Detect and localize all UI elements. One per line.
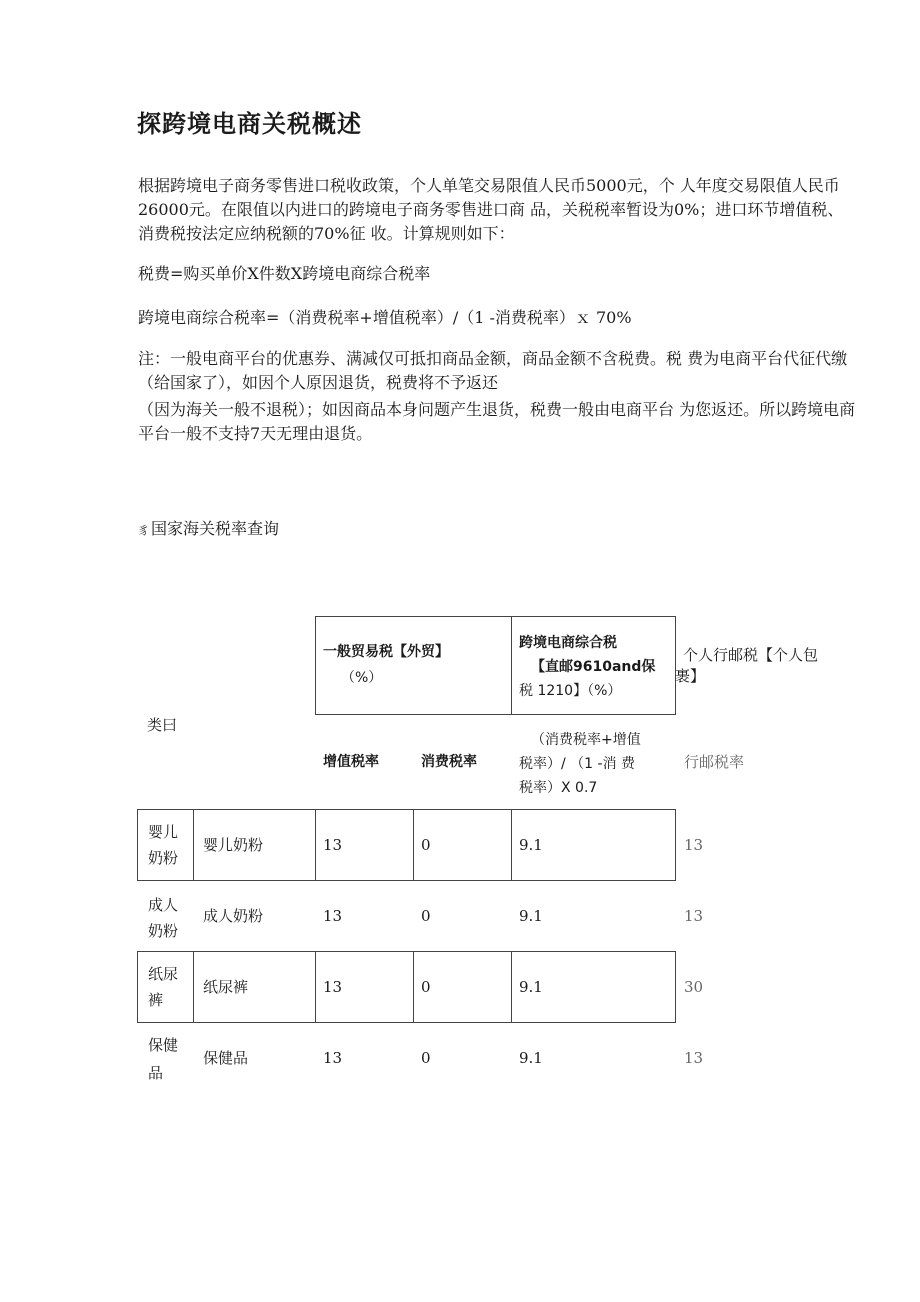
composite-cell: 9.1 bbox=[519, 978, 543, 996]
formula-header-line2: 税率）/ （1 -消 费 bbox=[519, 756, 636, 772]
postal-cell: 13 bbox=[684, 1049, 704, 1067]
category-cell: 保健 bbox=[148, 1036, 179, 1054]
formula-header-line3: 税率）X 0.7 bbox=[519, 780, 598, 796]
table-col-divider bbox=[193, 809, 194, 881]
vat-cell: 13 bbox=[323, 907, 343, 925]
vat-cell: 13 bbox=[323, 1049, 343, 1067]
vat-cell: 13 bbox=[323, 836, 343, 854]
consumption-cell: 0 bbox=[421, 836, 431, 854]
item-cell: 纸尿裤 bbox=[203, 978, 249, 996]
table-col-divider bbox=[413, 951, 414, 1023]
consumption-cell: 0 bbox=[421, 907, 431, 925]
consumption-cell: 0 bbox=[421, 978, 431, 996]
vat-cell: 13 bbox=[323, 978, 343, 996]
postal-cell: 13 bbox=[684, 836, 704, 854]
cross-border-header-line3: 税 1210】（%） bbox=[519, 683, 622, 699]
page-title: 探跨境电商关税概述 bbox=[137, 110, 362, 138]
table-col-divider bbox=[315, 951, 316, 1023]
category-cell: 婴儿 bbox=[148, 823, 179, 841]
category-cell: 奶粉 bbox=[148, 849, 179, 867]
postal-rate-header: 行邮税率 bbox=[684, 753, 745, 771]
cross-border-header-line1: 跨境电商综合税 bbox=[519, 635, 617, 651]
table-col-divider bbox=[413, 809, 414, 881]
item-cell: 婴儿奶粉 bbox=[203, 836, 264, 854]
item-cell: 保健品 bbox=[203, 1049, 249, 1067]
postal-cell: 30 bbox=[684, 978, 704, 996]
consumption-cell: 0 bbox=[421, 1049, 431, 1067]
personal-postal-header-line2: 裹】 bbox=[675, 667, 706, 685]
personal-postal-header-line1: 个人行邮税【个人包 bbox=[683, 646, 819, 664]
intro-paragraph: 根据跨境电子商务零售进口税收政策，个人单笔交易限值人民币5000元，个 人年度交易限值人民币26000元。在限值以内进口的跨境电子商务零售进口商 品，关税税率暂设为0%；进口环节增值税、消费税按法定应纳税额的70%征 收。计算规则如下： bbox=[138, 176, 844, 243]
table-header-divider bbox=[511, 616, 512, 715]
vat-header: 增值税率 bbox=[323, 754, 379, 770]
category-header: 类曰 bbox=[147, 716, 178, 734]
tax-formula: 税费=购买单价X件数X跨境电商综合税率 bbox=[138, 264, 431, 283]
formula-header-line1: （消费税率+增值 bbox=[531, 732, 641, 748]
general-trade-header: 一般贸易税【外贸】 bbox=[323, 644, 449, 660]
category-cell: 成人 bbox=[148, 896, 179, 914]
category-cell: 品 bbox=[148, 1064, 164, 1082]
composite-cell: 9.1 bbox=[519, 907, 543, 925]
postal-cell: 13 bbox=[684, 907, 704, 925]
customs-rate-query-link[interactable] bbox=[138, 516, 279, 539]
category-cell: 奶粉 bbox=[148, 922, 179, 940]
note-paragraph-continued: （因为海关一般不退税）；如因商品本身问题产生退货，税费一般由电商平台 为您返还。所以跨境电商平台一般不支持7天无理由退货。 bbox=[138, 400, 856, 443]
table-col-divider bbox=[315, 809, 316, 881]
item-cell: 成人奶粉 bbox=[203, 907, 264, 925]
general-trade-unit: （%） bbox=[341, 670, 383, 686]
globe-icon: 豸 bbox=[138, 524, 149, 537]
table-col-divider bbox=[511, 809, 512, 881]
customs-rate-query-label: 国家海关税率查询 bbox=[151, 519, 280, 538]
composite-cell: 9.1 bbox=[519, 836, 543, 854]
consumption-header: 消费税率 bbox=[421, 754, 477, 770]
category-cell: 裤 bbox=[148, 991, 164, 1009]
note-paragraph: 注：一般电商平台的优惠券、满减仅可抵扣商品金额，商品金额不含税费。税 费为电商平台代征代缴（给国家了），如因个人原因退货，税费将不予返还 bbox=[138, 349, 848, 392]
composite-cell: 9.1 bbox=[519, 1049, 543, 1067]
category-cell: 纸尿 bbox=[148, 965, 179, 983]
cross-border-header-line2: 【直邮9610and保 bbox=[531, 659, 656, 675]
table-col-divider bbox=[511, 951, 512, 1023]
table-col-divider bbox=[193, 951, 194, 1023]
composite-rate-formula: 跨境电商综合税率=（消费税率+增值税率）/（1 -消费税率）ｘ 70% bbox=[138, 308, 632, 327]
